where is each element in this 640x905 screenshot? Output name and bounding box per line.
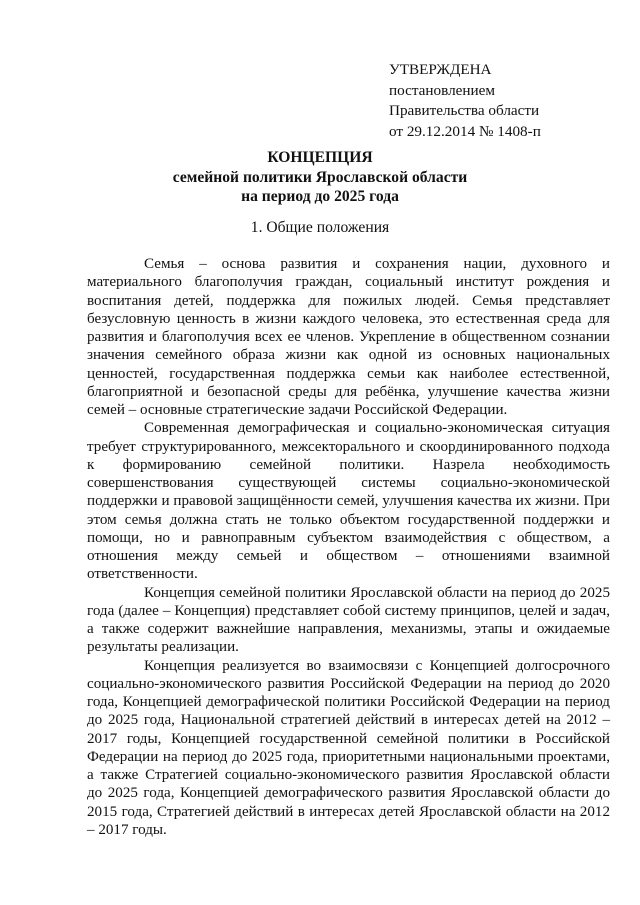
- paragraph-4: Концепция реализуется во взаимосвязи с Концепцией долгосрочного социально-экономического развития Российской Федерации на период до 2020 года, Концепцией демографической политики Российской Федерации на период до 2025 года, Национальной стратегией действий в интересах детей на 2012 – 2017 годы, Концепцией государственной семейной политики в Российской Федерации на период до 2025 года, приоритетными национальными проектами, а также Стратегией социально-экономического развития Ярославской области до 2025 года, Концепцией демографического развития Ярославской области до 2015 года, Стратегией действий в интересах детей Ярославской области на 2012 – 2017 годы.: [87, 657, 610, 838]
- document-title: [0, 148, 640, 207]
- approval-date-number: от 29.12.2014 № 1408-п: [389, 122, 541, 140]
- paragraph-1: Семья – основа развития и сохранения нации, духовного и материального благополучия граждан, социальный институт рождения и воспитания детей, поддержка для пожилых людей. Семья представляет безусловную ценность в жизни каждого человека, это естественная среда для развития и благополучия всех ее членов. Укрепление в общественном сознании значения семейного образа жизни как одной из основных национальных ценностей, государственная поддержка семьи как наиболее естественной, благоприятной и безопасной среды для ребёнка, улучшение качества жизни семей – основные стратегические задачи Российской Федерации.: [87, 256, 610, 418]
- title-line-3: на период до 2025 года: [241, 188, 399, 205]
- approval-stamp: [389, 60, 541, 142]
- approval-issuer: Правительства области: [389, 102, 540, 119]
- paragraph-2: Современная демографическая и социально-экономическая ситуация требует структурированного, межсекторального и скоординированного подхода к формированию семейной политики. Назрела необходимость совершенствования существующей системы социально-экономической поддержки и правовой защищённости семей, улучшения качества их жизни. При этом семья должна стать не только объектом государственной поддержки и помощи, но и равноправным субъектом взаимодействия с обществом, а отношения между семьей и обществом – отношениями взаимной ответственности.: [87, 420, 610, 583]
- body-text: [87, 255, 610, 839]
- title-line-1: КОНЦЕПЦИЯ: [267, 149, 373, 166]
- approval-act-type: постановлением: [389, 81, 496, 99]
- title-line-2: семейной политики Ярославской области: [172, 168, 468, 186]
- paragraph-3: Концепция семейной политики Ярославской области на период до 2025 года (далее – Концепция) представляет собой систему принципов, целей и задач, а также содержит важнейшие направления, механизмы, этапы и ожидаемые результаты реализации.: [87, 584, 610, 656]
- approval-status: УТВЕРЖДЕНА: [389, 61, 492, 78]
- section-heading: 1. Общие положения: [250, 219, 390, 236]
